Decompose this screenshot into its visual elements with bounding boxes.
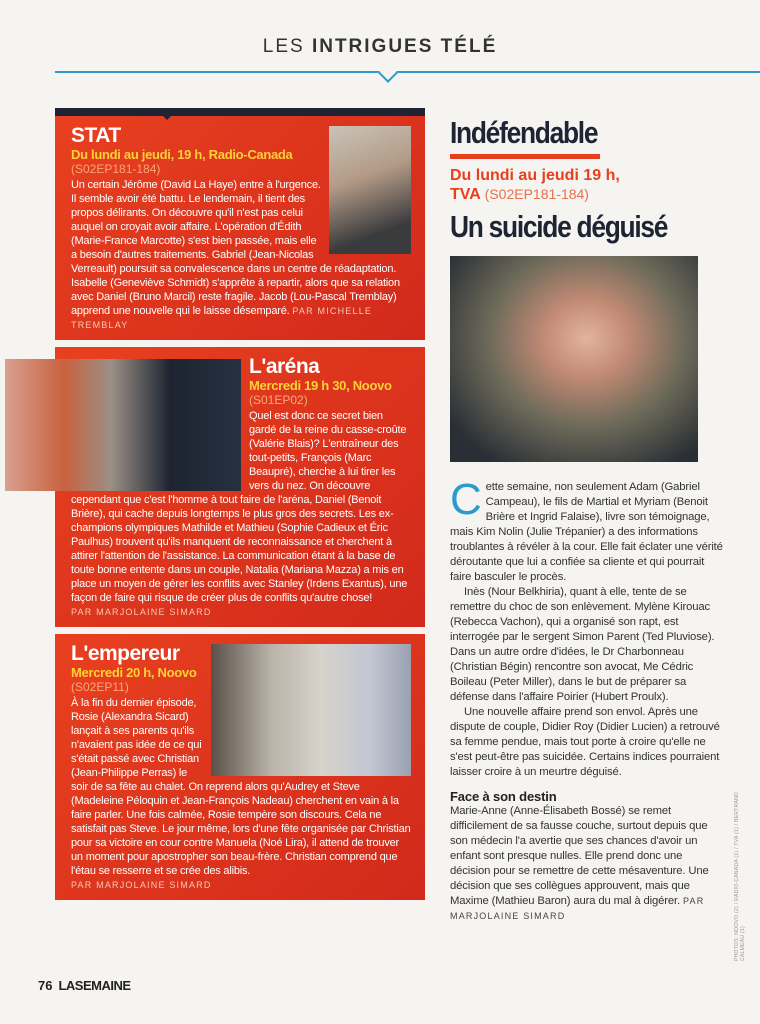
episode-code: (S02EP11) (71, 680, 129, 694)
arena-scene-photo (5, 359, 241, 491)
indefendable-actor-photo (450, 256, 698, 462)
empereur-box (55, 634, 425, 900)
show-channel: TVA (450, 186, 481, 203)
byline: PAR MICHELLE TREMBLAY (71, 306, 373, 330)
paragraph: ette semaine, non seulement Adam (Gabriel Campeau), le fils de Martial et Myriam (Benoit Brière et Ingrid Falaise), livre son témoignage, mais Kim Nolin (Julie Trépanier) a des informations troublantes à révéler à la cour. Elle fait éclater une vérité déroutante que lui a confiée sa cliente et qui pourrait faire basculer le procès. (450, 481, 723, 583)
subheading: Face à son destin (450, 789, 557, 804)
header-bold: INTRIGUES TÉLÉ (311, 36, 498, 57)
synopsis-text: Un certain Jérôme (David La Haye) entre à l'urgence. Il semble avoir été battu. Le lendemain, il tient des propos délirants. On découvre qu'il n'est pas celui auquel on croyait avoir affaire. L'opération d'Édith (Marie-France Marcotte) s'est bien passée, mais elle a besoin d'autres traitements. Gabriel (Jean-Nicolas Verreault) poursuit sa convalescence dans un centre de réadaptation. Isabelle (Geneviève Schmidt) s'apprête à repartir, alors que sa relation avec Daniel (Bruno Marcil) reste fragile. Jacob (Lou-Pascal Tremblay) apprend une nouvelle qui le laisse désemparé. (71, 179, 400, 317)
episode-code: (S01EP02) (249, 393, 308, 407)
page-number: 76 (38, 978, 53, 993)
photo-credit: PHOTOS: NOOVO (2) / RADIO-CANADA (1) / TVA (1) / BERTRAND CALMEAU (1) (734, 792, 746, 961)
stat-actor-photo (329, 126, 411, 254)
drop-cap: C (450, 475, 482, 524)
show-schedule: Mercredi 19 h 30, Noovo (249, 378, 392, 393)
title-underline (450, 154, 600, 159)
episode-code: (S02EP181-184) (71, 162, 161, 176)
show-schedule: Du lundi au jeudi, 19 h, Radio-Canada (71, 147, 293, 162)
article-body (450, 475, 725, 924)
episode-code: (S02EP181-184) (484, 186, 589, 202)
box-notch (155, 108, 179, 120)
article-headline: Un suicide déguisé (450, 209, 668, 244)
synopsis-text: À la fin du dernier épisode, Rosie (Alexandra Sicard) lançait à ses parents qu'ils n'avaient pas idée de ce qui s'était passé avec Christian (Jean-Philippe Perras) le soir de sa fête au chalet. On reprend alors qu'Audrey et Steve (Madeleine Péloquin et Jean-François Nadeau) cherchent en vain à la faire parler. Une fois calmée, Rosie tempère son discours. Cela ne satisfait pas Steve. Le jour même, lors d'une fête organisée par Christian pour sa victoire en cour contre Manuela (Noé Lira), il attend de trouver un moment pour apostropher son beau-frère. Christian comprend que l'étau se resserre et se crée des alibis. (71, 697, 411, 877)
byline: PAR MARJOLAINE SIMARD (71, 880, 212, 890)
byline: PAR MARJOLAINE SIMARD (71, 607, 212, 617)
box-top-bar (55, 108, 425, 116)
header-light: LES (262, 36, 312, 57)
left-column (55, 108, 425, 900)
page-footer (38, 978, 131, 993)
arena-box (55, 347, 425, 627)
section-header (0, 36, 760, 58)
paragraph: Marie-Anne (Anne-Élisabeth Bossé) se remet difficilement de sa fausse couche, surtout depuis que son médecin l'a avertie que ses chances d'avoir un enfant sont presque nulles. Elle prend donc une décision pour se remettre de cette mésaventure. Une décision que ses collègues approuvent, mais que Maxime (Mathieu Baron) aura du mal à digérer. (450, 805, 709, 907)
paragraph: Inès (Nour Belkhiria), quant à elle, tente de se remettre du choc de son enlèvement. Mylène Kirouac (Rebecca Vachon), qui a organisé son rapt, est interrogée par le sergent Simon Parent (Ted Pluviose). Dans un autre ordre d'idées, le Dr Charbonneau (Christian Bégin) rencontre son avocat, Me Cédric Boileau (Peter Miller), dans le but de préparer sa défense dans l'affaire Poirier (Hubert Proulx). (450, 586, 715, 703)
show-title: L'empereur (71, 642, 180, 665)
byline: PAR MARJOLAINE SIMARD (450, 896, 705, 921)
show-title: Indéfendable (450, 115, 598, 150)
indefendable-header (450, 116, 720, 244)
synopsis-text: Quel est donc ce secret bien gardé de la reine du casse-croûte (Valérie Blais)? L'entraîneur des tout-petits, François (Marc Beaupré), cherche à lui tirer les vers du nez. On découvre cependant que c'est l'homme à tout faire de l'aréna, Daniel (Benoit Brière), qui cache depuis longtemps le plus gros des secrets. Les ex-champions olympiques Mathilde et Mathieu (Sophie Cadieux et Éric Paulhus) trouvent qu'ils manquent de reconnaissance et cherchent à attirer l'attention de l'assistance. La communication étant à la base de toute bonne entente dans un couple, Natalia (Mariana Mazza) a mis en place un moyen de gérer les conflits avec Stanley (Irdens Exantus), une façon de faire qui risque de créer plus de conflits qu'autre chose! (71, 410, 408, 604)
magazine-name: LASEMAINE (58, 978, 131, 993)
paragraph: Une nouvelle affaire prend son envol. Après une dispute de couple, Didier Roy (Didier Lucien) a retrouvé sa femme pendue, mais tout porte à croire qu'elle ne s'est peut-être pas suicidée. Certains indices pourraient laisser croire à un meurtre déguisé. (450, 706, 720, 778)
show-schedule: Du lundi au jeudi 19 h, (450, 167, 620, 184)
header-rule (55, 71, 760, 73)
stat-box (55, 108, 425, 340)
show-title: L'aréna (249, 355, 320, 378)
show-schedule: Mercredi 20 h, Noovo (71, 665, 197, 680)
empereur-scene-photo (211, 644, 411, 776)
show-title: STAT (71, 124, 121, 147)
header-notch (378, 63, 398, 83)
